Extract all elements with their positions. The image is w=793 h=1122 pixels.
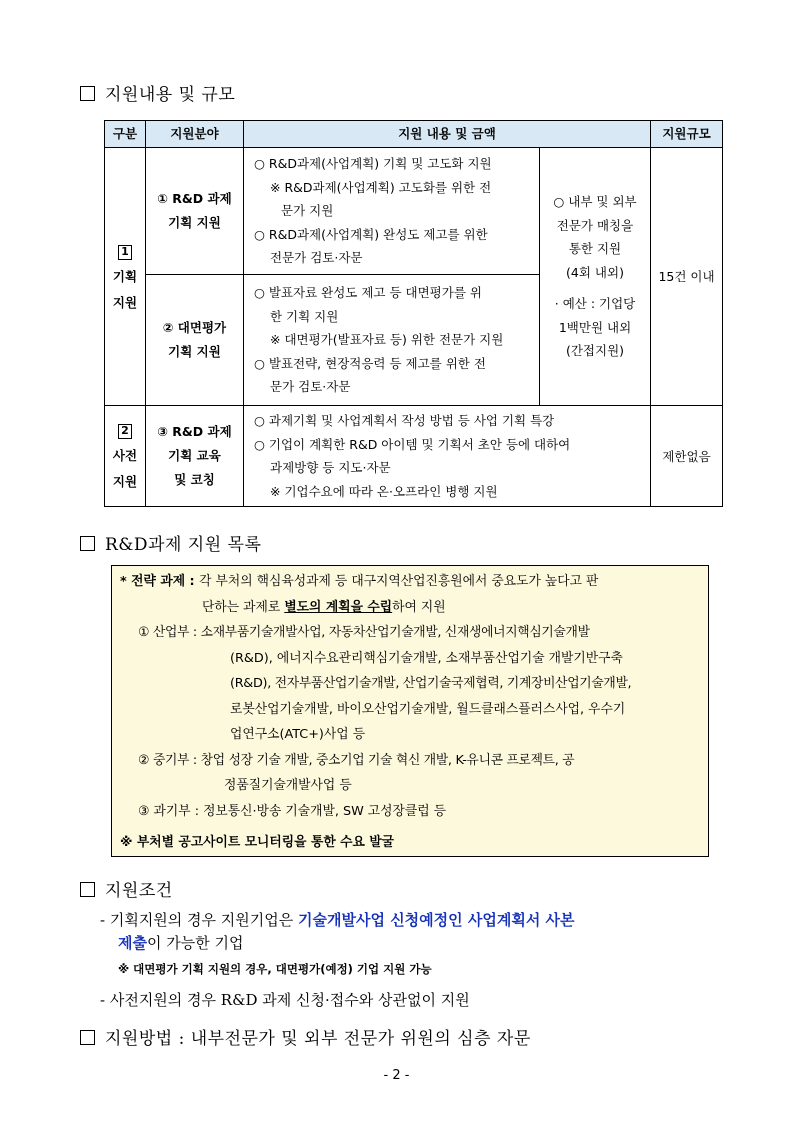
content-line: ○ R&D과제(사업계획) 기획 및 고도화 지원 <box>254 156 492 172</box>
note-line <box>120 569 700 595</box>
note-text: 하여 지원 <box>392 599 446 615</box>
note-line: ③ 과기부 : 정보통신·방송 기술개발, SW 고성장클럽 등 <box>138 803 447 819</box>
content-line: ※ 기업수요에 따라 온·오프라인 병행 지원 <box>270 483 498 499</box>
category-text: 기획 <box>112 268 138 284</box>
category-text: 지원 <box>112 294 138 310</box>
strategic-task-notebox <box>111 565 709 857</box>
table-header-row <box>105 121 723 148</box>
category-pre-support <box>105 406 146 507</box>
amount-line: (4회 내외) <box>566 264 624 280</box>
note-text: 각 부처의 핵심육성과제 등 대구지역산업진흥원에서 중요도가 높다고 판 <box>199 574 599 589</box>
header-content: 지원 내용 및 금액 <box>244 121 651 148</box>
condition-bullet-2: - 사전지원의 경우 R&D 과제 신청·접수와 상관없이 지원 <box>100 991 470 1009</box>
field-label: 기획 지원 <box>168 215 221 230</box>
checkbox-square-icon <box>80 86 95 101</box>
condition-text: 이 가능한 기업 <box>146 934 244 952</box>
field-label: ② 대면평가 <box>162 320 227 335</box>
content-line: ○ 기업이 계획한 R&D 아이템 및 기획서 초안 등에 대하여 <box>254 436 571 452</box>
field-label: 기획 교육 <box>168 448 221 463</box>
section-title: 지원방법 : 내부전문가 및 외부 전문가 위원의 심층 자문 <box>105 1029 531 1049</box>
table-row <box>105 148 723 275</box>
category-number-badge: 1 <box>118 245 132 260</box>
field-label: 및 코칭 <box>174 472 215 487</box>
checkbox-square-icon <box>80 1030 95 1045</box>
condition-bullet-1-cont <box>118 932 243 953</box>
section-title: 지원조건 <box>105 881 173 901</box>
content-line: ○ R&D과제(사업계획) 완성도 제고를 위한 <box>254 226 488 242</box>
section-heading-method <box>80 1024 531 1049</box>
amount-cell <box>540 148 651 406</box>
note-line: (R&D), 전자부품산업기술개발, 산업기술국제협력, 기계장비산업기술개발, <box>230 676 632 691</box>
condition-emphasis: 기술개발사업 신청예정인 사업계획서 사본 <box>298 911 575 929</box>
field-label: ① R&D 과제 <box>157 191 232 206</box>
content-line: 과제방향 등 지도·자문 <box>270 460 391 475</box>
amount-line: 통한 지원 <box>568 241 622 257</box>
content-line: ○ 발표자료 완성도 제고 등 대면평가를 위 <box>254 285 482 301</box>
field-label: 기획 지원 <box>168 344 221 359</box>
section-title: R&D과제 지원 목록 <box>105 535 262 555</box>
content-line: 문가 검토·자문 <box>270 379 351 395</box>
note-line: 정품질기술개발사업 등 <box>224 778 352 793</box>
condition-emphasis: 제출 <box>118 934 147 952</box>
section-heading-support-content <box>80 80 235 105</box>
field-face-evaluation <box>146 275 244 406</box>
condition-bullet-1 <box>100 909 575 930</box>
content-line: ○ 과제기획 및 사업계획서 작성 방법 등 사업 기획 특강 <box>254 413 555 428</box>
content-line: 전문가 검토·자문 <box>270 250 363 266</box>
checkbox-square-icon <box>80 882 95 897</box>
category-planning-support <box>105 148 146 406</box>
condition-text: - 기획지원의 경우 지원기업은 <box>100 911 299 929</box>
content-rnd-planning <box>244 148 540 275</box>
content-line: ※ 대면평가(발표자료 등) 위한 전문가 지원 <box>270 332 504 348</box>
note-emphasis: 별도의 계획을 수립 <box>284 599 393 615</box>
amount-line: 1백만원 내외 <box>558 319 632 335</box>
category-number-badge: 2 <box>118 424 132 439</box>
category-text: 사전 <box>112 448 138 463</box>
field-rnd-education <box>146 406 244 507</box>
header-category: 구분 <box>105 121 146 148</box>
field-label: ③ R&D 과제 <box>157 424 232 439</box>
section-heading-conditions <box>80 876 173 901</box>
note-line: 로봇산업기술개발, 바이오산업기술개발, 월드클래스플러스사업, 우수기 <box>230 701 626 717</box>
scale-pre-support: 제한없음 <box>651 406 723 507</box>
content-line: ○ 발표전략, 현장적응력 등 제고를 위한 전 <box>254 355 486 371</box>
amount-line: · 예산 : 기업당 <box>554 296 636 312</box>
page-number: - 2 - <box>383 1068 410 1083</box>
note-line: ① 산업부 : 소재부품기술개발사업, 자동차산업기술개발, 신재생에너지핵심기술개발 <box>138 625 590 640</box>
note-line: ② 중기부 : 창업 성장 기술 개발, 중소기업 기술 혁신 개발, K-유니콘 프로젝트, 공 <box>138 752 575 768</box>
note-line: (R&D), 에너지수요관리핵심기술개발, 소재부품산업기술 개발기반구축 <box>230 650 623 666</box>
checkbox-square-icon <box>80 536 95 551</box>
content-line: 한 기획 지원 <box>270 308 339 324</box>
note-line <box>120 595 700 621</box>
note-label: * 전략 과제 : <box>120 574 200 589</box>
content-rnd-education <box>244 406 651 507</box>
amount-line: 전문가 매칭을 <box>556 217 634 233</box>
header-field: 지원분야 <box>146 121 244 148</box>
note-text: 단하는 과제로 <box>202 599 285 615</box>
scale-planning: 15건 이내 <box>651 148 723 406</box>
category-text: 지원 <box>112 474 138 489</box>
section-heading-rnd-list <box>80 530 261 555</box>
content-face-evaluation <box>244 275 540 406</box>
section-title: 지원내용 및 규모 <box>105 85 236 105</box>
note-line: ※ 부처별 공고사이트 모니터링을 통한 수요 발굴 <box>120 835 395 850</box>
table-row <box>105 406 723 507</box>
header-scale: 지원규모 <box>651 121 723 148</box>
support-table <box>104 120 723 507</box>
note-line: 업연구소(ATC+)사업 등 <box>230 727 366 742</box>
content-line: 문가 지원 <box>281 203 334 219</box>
content-line: ※ R&D과제(사업계획) 고도화를 위한 전 <box>270 179 492 195</box>
amount-line: ○ 내부 및 외부 <box>553 194 637 210</box>
amount-line: (간접지원) <box>565 343 625 359</box>
condition-note: ※ 대면평가 기획 지원의 경우, 대면평가(예정) 기업 지원 가능 <box>118 962 432 976</box>
field-rnd-planning <box>146 148 244 275</box>
